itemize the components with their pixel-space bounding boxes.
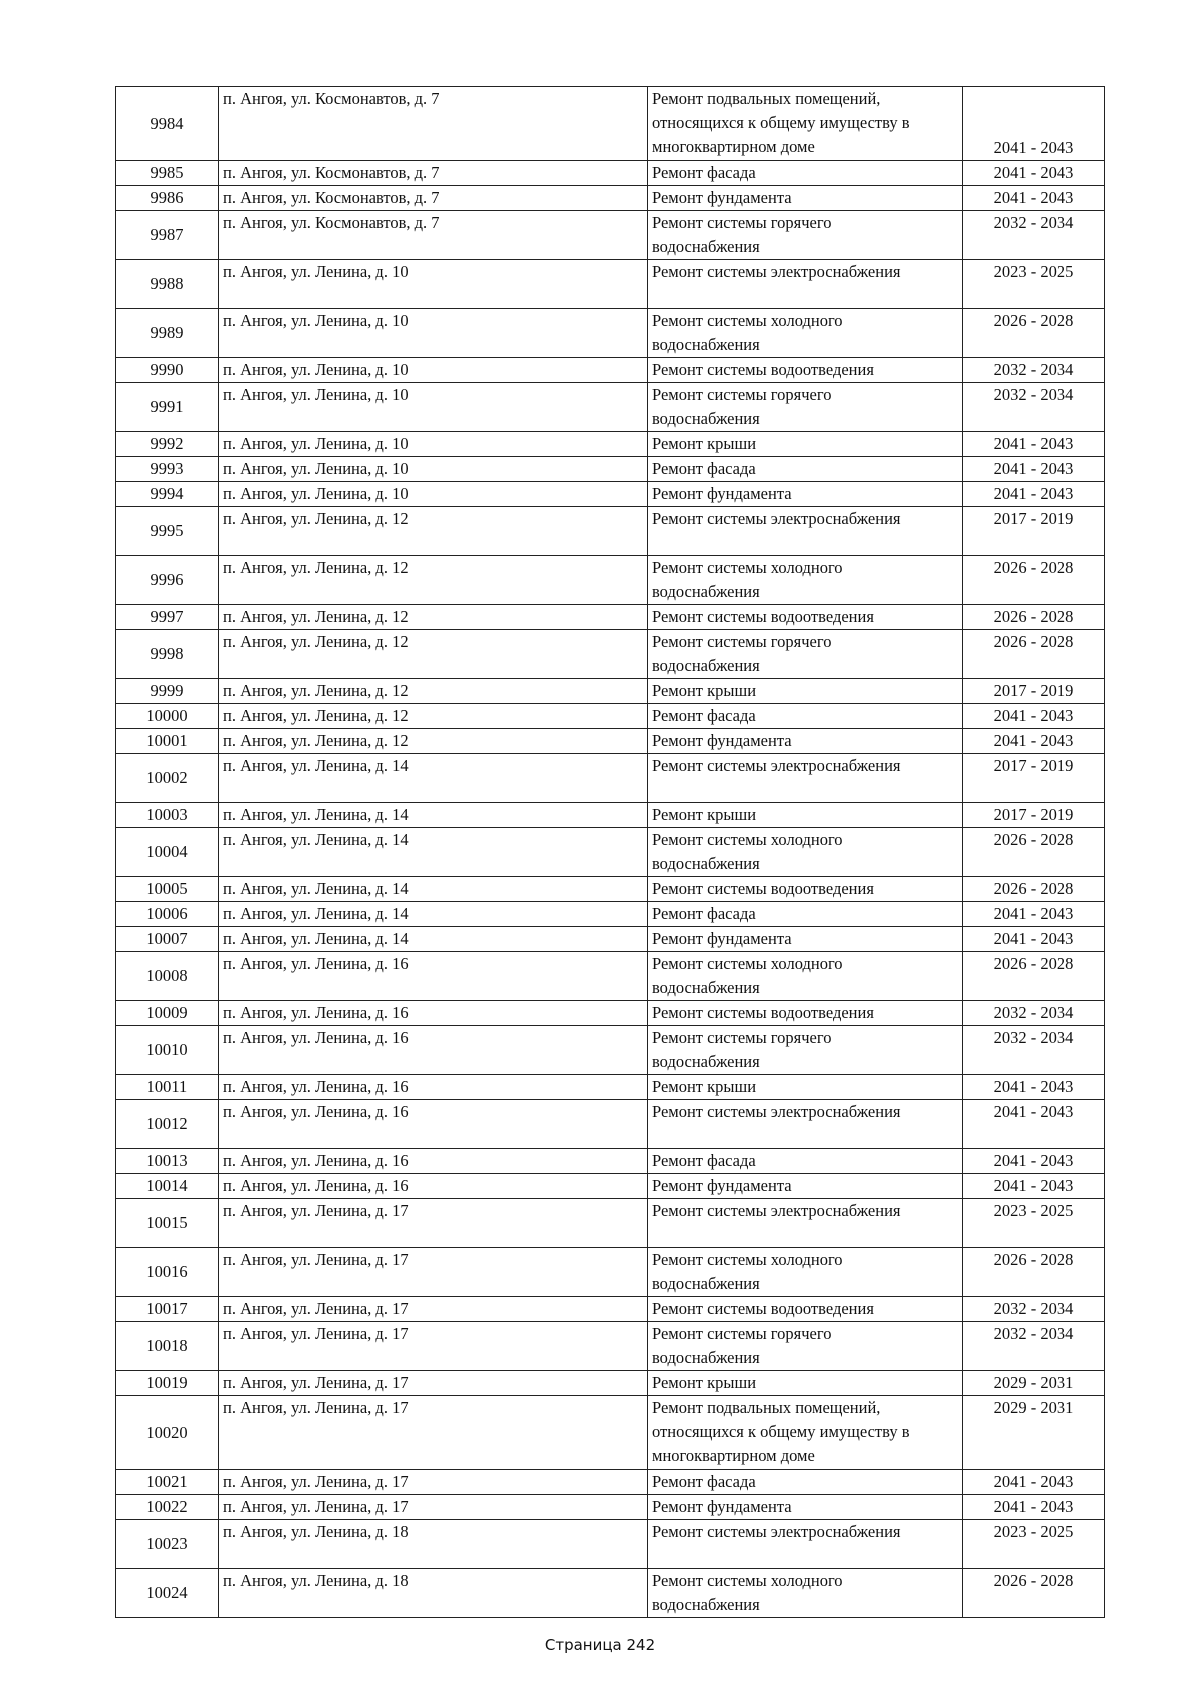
- work-type-line: водоснабжения: [652, 1595, 760, 1614]
- address-cell: п. Ангоя, ул. Ленина, д. 16: [219, 1001, 648, 1026]
- table-row: [116, 754, 1105, 803]
- work-type-line: Ремонт фундамента: [652, 1176, 792, 1195]
- work-type-line: водоснабжения: [652, 656, 760, 675]
- period-cell: 2041 - 2043: [963, 1149, 1105, 1174]
- work-type-line: Ремонт системы холодного: [652, 830, 843, 849]
- work-type-line: Ремонт фундамента: [652, 929, 792, 948]
- address-cell: п. Ангоя, ул. Ленина, д. 16: [219, 1100, 648, 1149]
- table-row: [116, 1322, 1105, 1371]
- work-type-line: многоквартирном доме: [652, 1446, 815, 1465]
- work-type-line: Ремонт системы холодного: [652, 954, 843, 973]
- work-type-cell: [648, 1248, 963, 1297]
- period-cell: 2029 - 2031: [963, 1396, 1105, 1470]
- work-type-line: Ремонт фундамента: [652, 484, 792, 503]
- table-row: [116, 877, 1105, 902]
- address-cell: п. Ангоя, ул. Ленина, д. 16: [219, 952, 648, 1001]
- table-row: [116, 630, 1105, 679]
- row-number: 10012: [116, 1100, 219, 1149]
- work-type-cell: [648, 309, 963, 358]
- row-number: 10015: [116, 1199, 219, 1248]
- work-type-cell: [648, 358, 963, 383]
- address-cell: п. Ангоя, ул. Ленина, д. 12: [219, 507, 648, 556]
- work-type-cell: [648, 927, 963, 952]
- work-type-line: Ремонт системы горячего: [652, 632, 832, 651]
- address-cell: п. Ангоя, ул. Ленина, д. 17: [219, 1322, 648, 1371]
- work-type-line: водоснабжения: [652, 237, 760, 256]
- table-row: [116, 507, 1105, 556]
- work-type-line: водоснабжения: [652, 1274, 760, 1293]
- row-number: 9994: [116, 482, 219, 507]
- work-type-line: Ремонт системы водоотведения: [652, 360, 874, 379]
- work-type-line: Ремонт фасада: [652, 163, 756, 182]
- row-number: 10009: [116, 1001, 219, 1026]
- period-cell: 2041 - 2043: [963, 1495, 1105, 1520]
- row-number: 9990: [116, 358, 219, 383]
- period-cell: 2026 - 2028: [963, 1248, 1105, 1297]
- work-type-cell: [648, 211, 963, 260]
- work-type-line: Ремонт системы холодного: [652, 558, 843, 577]
- table-row: [116, 704, 1105, 729]
- work-type-cell: [648, 1371, 963, 1396]
- work-type-line: Ремонт системы электроснабжения: [652, 756, 901, 775]
- address-cell: п. Ангоя, ул. Ленина, д. 17: [219, 1470, 648, 1495]
- work-type-line: Ремонт фасада: [652, 904, 756, 923]
- table-row: [116, 729, 1105, 754]
- address-cell: п. Ангоя, ул. Ленина, д. 16: [219, 1075, 648, 1100]
- work-type-line: Ремонт системы холодного: [652, 1250, 843, 1269]
- work-type-line: Ремонт подвальных помещений,: [652, 89, 881, 108]
- work-type-cell: [648, 1075, 963, 1100]
- row-number: 10019: [116, 1371, 219, 1396]
- table-row: [116, 358, 1105, 383]
- row-number: 9992: [116, 432, 219, 457]
- table-row: [116, 432, 1105, 457]
- period-cell: 2032 - 2034: [963, 383, 1105, 432]
- period-cell: 2041 - 2043: [963, 87, 1105, 161]
- address-cell: п. Ангоя, ул. Космонавтов, д. 7: [219, 211, 648, 260]
- period-cell: 2041 - 2043: [963, 186, 1105, 211]
- period-cell: 2041 - 2043: [963, 729, 1105, 754]
- row-number: 10016: [116, 1248, 219, 1297]
- address-cell: п. Ангоя, ул. Ленина, д. 14: [219, 754, 648, 803]
- table-row: [116, 828, 1105, 877]
- work-type-line: Ремонт крыши: [652, 1373, 757, 1392]
- row-number: 10017: [116, 1297, 219, 1322]
- period-cell: 2026 - 2028: [963, 309, 1105, 358]
- period-cell: 2041 - 2043: [963, 1100, 1105, 1149]
- period-cell: 2041 - 2043: [963, 1470, 1105, 1495]
- period-cell: 2017 - 2019: [963, 507, 1105, 556]
- row-number: 10011: [116, 1075, 219, 1100]
- row-number: 9999: [116, 679, 219, 704]
- work-type-cell: [648, 556, 963, 605]
- row-number: 9985: [116, 161, 219, 186]
- row-number: 9993: [116, 457, 219, 482]
- period-cell: 2041 - 2043: [963, 902, 1105, 927]
- work-type-line: водоснабжения: [652, 1348, 760, 1367]
- work-type-line: Ремонт системы холодного: [652, 311, 843, 330]
- period-cell: 2023 - 2025: [963, 1199, 1105, 1248]
- work-type-cell: [648, 630, 963, 679]
- work-type-cell: [648, 1199, 963, 1248]
- table-row: [116, 902, 1105, 927]
- address-cell: п. Ангоя, ул. Ленина, д. 16: [219, 1026, 648, 1075]
- period-cell: 2032 - 2034: [963, 211, 1105, 260]
- table-row: [116, 679, 1105, 704]
- period-cell: 2041 - 2043: [963, 704, 1105, 729]
- work-type-line: Ремонт крыши: [652, 805, 757, 824]
- table-row: [116, 457, 1105, 482]
- period-cell: 2041 - 2043: [963, 927, 1105, 952]
- address-cell: п. Ангоя, ул. Ленина, д. 17: [219, 1248, 648, 1297]
- period-cell: 2026 - 2028: [963, 952, 1105, 1001]
- row-number: 10005: [116, 877, 219, 902]
- table-row: [116, 260, 1105, 309]
- period-cell: 2041 - 2043: [963, 161, 1105, 186]
- work-type-line: Ремонт крыши: [652, 1077, 757, 1096]
- work-type-cell: [648, 877, 963, 902]
- period-cell: 2023 - 2025: [963, 1520, 1105, 1569]
- period-cell: 2023 - 2025: [963, 260, 1105, 309]
- work-type-line: Ремонт системы электроснабжения: [652, 1201, 901, 1220]
- row-number: 9986: [116, 186, 219, 211]
- period-cell: 2017 - 2019: [963, 679, 1105, 704]
- table-row: [116, 161, 1105, 186]
- work-type-line: водоснабжения: [652, 854, 760, 873]
- table-row: [116, 1149, 1105, 1174]
- work-type-line: Ремонт системы водоотведения: [652, 1003, 874, 1022]
- work-type-line: Ремонт системы электроснабжения: [652, 1102, 901, 1121]
- address-cell: п. Ангоя, ул. Ленина, д. 17: [219, 1396, 648, 1470]
- work-type-cell: [648, 679, 963, 704]
- row-number: 9987: [116, 211, 219, 260]
- work-type-cell: [648, 803, 963, 828]
- work-type-line: Ремонт системы холодного: [652, 1571, 843, 1590]
- table-row: [116, 1001, 1105, 1026]
- table-row: [116, 1495, 1105, 1520]
- table-row: [116, 1100, 1105, 1149]
- work-type-cell: [648, 1026, 963, 1075]
- table-row: [116, 87, 1105, 161]
- table-row: [116, 1075, 1105, 1100]
- address-cell: п. Ангоя, ул. Ленина, д. 12: [219, 630, 648, 679]
- address-cell: п. Ангоя, ул. Ленина, д. 18: [219, 1520, 648, 1569]
- period-cell: 2032 - 2034: [963, 1001, 1105, 1026]
- table-row: [116, 1569, 1105, 1618]
- row-number: 10004: [116, 828, 219, 877]
- work-type-line: водоснабжения: [652, 409, 760, 428]
- address-cell: п. Ангоя, ул. Ленина, д. 14: [219, 828, 648, 877]
- work-type-line: Ремонт фундамента: [652, 731, 792, 750]
- work-type-line: Ремонт фундамента: [652, 188, 792, 207]
- work-type-cell: [648, 383, 963, 432]
- address-cell: п. Ангоя, ул. Ленина, д. 14: [219, 902, 648, 927]
- period-cell: 2026 - 2028: [963, 828, 1105, 877]
- period-cell: 2026 - 2028: [963, 1569, 1105, 1618]
- row-number: 9989: [116, 309, 219, 358]
- work-type-cell: [648, 1569, 963, 1618]
- row-number: 9996: [116, 556, 219, 605]
- period-cell: 2026 - 2028: [963, 556, 1105, 605]
- table-row: [116, 309, 1105, 358]
- row-number: 10002: [116, 754, 219, 803]
- address-cell: п. Ангоя, ул. Ленина, д. 16: [219, 1174, 648, 1199]
- work-type-line: относящихся к общему имуществу в: [652, 1422, 910, 1441]
- table-row: [116, 1297, 1105, 1322]
- work-type-line: водоснабжения: [652, 978, 760, 997]
- row-number: 9991: [116, 383, 219, 432]
- row-number: 9988: [116, 260, 219, 309]
- address-cell: п. Ангоя, ул. Ленина, д. 18: [219, 1569, 648, 1618]
- work-type-cell: [648, 432, 963, 457]
- period-cell: 2041 - 2043: [963, 1174, 1105, 1199]
- work-type-line: Ремонт системы водоотведения: [652, 879, 874, 898]
- work-type-line: Ремонт системы горячего: [652, 213, 832, 232]
- work-type-cell: [648, 161, 963, 186]
- table-row: [116, 482, 1105, 507]
- work-type-cell: [648, 1149, 963, 1174]
- address-cell: п. Ангоя, ул. Ленина, д. 10: [219, 432, 648, 457]
- period-cell: 2017 - 2019: [963, 803, 1105, 828]
- work-type-line: многоквартирном доме: [652, 137, 815, 156]
- work-type-line: Ремонт системы горячего: [652, 1028, 832, 1047]
- table-row: [116, 1199, 1105, 1248]
- work-type-cell: [648, 952, 963, 1001]
- address-cell: п. Ангоя, ул. Ленина, д. 17: [219, 1297, 648, 1322]
- row-number: 10008: [116, 952, 219, 1001]
- table-row: [116, 952, 1105, 1001]
- address-cell: п. Ангоя, ул. Ленина, д. 14: [219, 927, 648, 952]
- address-cell: п. Ангоя, ул. Ленина, д. 12: [219, 704, 648, 729]
- work-type-cell: [648, 457, 963, 482]
- row-number: 10018: [116, 1322, 219, 1371]
- row-number: 10013: [116, 1149, 219, 1174]
- table-row: [116, 1174, 1105, 1199]
- address-cell: п. Ангоя, ул. Космонавтов, д. 7: [219, 161, 648, 186]
- period-cell: 2032 - 2034: [963, 358, 1105, 383]
- table-row: [116, 927, 1105, 952]
- period-cell: 2026 - 2028: [963, 877, 1105, 902]
- work-type-line: Ремонт фасада: [652, 706, 756, 725]
- work-type-line: Ремонт крыши: [652, 434, 757, 453]
- row-number: 10001: [116, 729, 219, 754]
- address-cell: п. Ангоя, ул. Ленина, д. 14: [219, 877, 648, 902]
- table-row: [116, 1371, 1105, 1396]
- address-cell: п. Ангоя, ул. Ленина, д. 12: [219, 605, 648, 630]
- row-number: 9997: [116, 605, 219, 630]
- page-number: Страница 242: [544, 1636, 656, 1654]
- work-type-line: Ремонт системы водоотведения: [652, 607, 874, 626]
- work-type-cell: [648, 1174, 963, 1199]
- row-number: 10010: [116, 1026, 219, 1075]
- work-type-cell: [648, 87, 963, 161]
- work-type-cell: [648, 260, 963, 309]
- work-type-cell: [648, 704, 963, 729]
- work-type-cell: [648, 902, 963, 927]
- row-number: 10007: [116, 927, 219, 952]
- table-row: [116, 605, 1105, 630]
- address-cell: п. Ангоя, ул. Ленина, д. 12: [219, 556, 648, 605]
- work-type-cell: [648, 507, 963, 556]
- period-cell: 2041 - 2043: [963, 457, 1105, 482]
- works-table: [115, 86, 1105, 1618]
- work-type-line: Ремонт фасада: [652, 1472, 756, 1491]
- row-number: 9995: [116, 507, 219, 556]
- address-cell: п. Ангоя, ул. Ленина, д. 16: [219, 1149, 648, 1174]
- work-type-line: Ремонт фундамента: [652, 1497, 792, 1516]
- address-cell: п. Ангоя, ул. Космонавтов, д. 7: [219, 87, 648, 161]
- work-type-line: Ремонт системы водоотведения: [652, 1299, 874, 1318]
- row-number: 10020: [116, 1396, 219, 1470]
- period-cell: 2032 - 2034: [963, 1026, 1105, 1075]
- period-cell: 2041 - 2043: [963, 482, 1105, 507]
- row-number: 10006: [116, 902, 219, 927]
- address-cell: п. Ангоя, ул. Ленина, д. 10: [219, 309, 648, 358]
- address-cell: п. Ангоя, ул. Ленина, д. 12: [219, 679, 648, 704]
- work-type-cell: [648, 828, 963, 877]
- address-cell: п. Ангоя, ул. Ленина, д. 14: [219, 803, 648, 828]
- work-type-line: Ремонт системы электроснабжения: [652, 1522, 901, 1541]
- work-type-line: водоснабжения: [652, 582, 760, 601]
- table-row: [116, 383, 1105, 432]
- period-cell: 2032 - 2034: [963, 1297, 1105, 1322]
- period-cell: 2026 - 2028: [963, 605, 1105, 630]
- work-type-line: Ремонт крыши: [652, 681, 757, 700]
- work-type-cell: [648, 1470, 963, 1495]
- work-type-cell: [648, 729, 963, 754]
- address-cell: п. Ангоя, ул. Ленина, д. 10: [219, 358, 648, 383]
- address-cell: п. Ангоя, ул. Ленина, д. 12: [219, 729, 648, 754]
- address-cell: п. Ангоя, ул. Ленина, д. 17: [219, 1371, 648, 1396]
- work-type-line: водоснабжения: [652, 335, 760, 354]
- table-row: [116, 1396, 1105, 1470]
- work-type-line: Ремонт фасада: [652, 459, 756, 478]
- work-type-cell: [648, 1322, 963, 1371]
- row-number: 10022: [116, 1495, 219, 1520]
- table-row: [116, 1520, 1105, 1569]
- address-cell: п. Ангоя, ул. Ленина, д. 10: [219, 260, 648, 309]
- address-cell: п. Ангоя, ул. Ленина, д. 10: [219, 383, 648, 432]
- work-type-cell: [648, 605, 963, 630]
- work-type-line: Ремонт системы горячего: [652, 385, 832, 404]
- work-type-cell: [648, 1495, 963, 1520]
- period-cell: 2029 - 2031: [963, 1371, 1105, 1396]
- row-number: 10024: [116, 1569, 219, 1618]
- row-number: 10014: [116, 1174, 219, 1199]
- table-row: [116, 1470, 1105, 1495]
- work-type-line: водоснабжения: [652, 1052, 760, 1071]
- row-number: 9998: [116, 630, 219, 679]
- address-cell: п. Ангоя, ул. Ленина, д. 10: [219, 457, 648, 482]
- work-type-line: Ремонт подвальных помещений,: [652, 1398, 881, 1417]
- work-type-line: Ремонт системы электроснабжения: [652, 262, 901, 281]
- period-cell: 2041 - 2043: [963, 432, 1105, 457]
- period-cell: 2041 - 2043: [963, 1075, 1105, 1100]
- table-row: [116, 211, 1105, 260]
- period-cell: 2032 - 2034: [963, 1322, 1105, 1371]
- work-type-cell: [648, 1520, 963, 1569]
- work-type-cell: [648, 1100, 963, 1149]
- work-type-cell: [648, 1297, 963, 1322]
- works-table-body: [116, 87, 1105, 1618]
- period-cell: 2017 - 2019: [963, 754, 1105, 803]
- work-type-cell: [648, 754, 963, 803]
- row-number: 10023: [116, 1520, 219, 1569]
- work-type-cell: [648, 1001, 963, 1026]
- work-type-cell: [648, 186, 963, 211]
- table-row: [116, 1248, 1105, 1297]
- row-number: 9984: [116, 87, 219, 161]
- table-row: [116, 1026, 1105, 1075]
- address-cell: п. Ангоя, ул. Ленина, д. 17: [219, 1495, 648, 1520]
- work-type-cell: [648, 482, 963, 507]
- address-cell: п. Ангоя, ул. Космонавтов, д. 7: [219, 186, 648, 211]
- address-cell: п. Ангоя, ул. Ленина, д. 10: [219, 482, 648, 507]
- period-cell: 2026 - 2028: [963, 630, 1105, 679]
- table-row: [116, 556, 1105, 605]
- table-row: [116, 186, 1105, 211]
- address-cell: п. Ангоя, ул. Ленина, д. 17: [219, 1199, 648, 1248]
- work-type-line: Ремонт фасада: [652, 1151, 756, 1170]
- work-type-cell: [648, 1396, 963, 1470]
- row-number: 10000: [116, 704, 219, 729]
- table-row: [116, 803, 1105, 828]
- work-type-line: Ремонт системы горячего: [652, 1324, 832, 1343]
- row-number: 10003: [116, 803, 219, 828]
- work-type-line: Ремонт системы электроснабжения: [652, 509, 901, 528]
- work-type-line: относящихся к общему имуществу в: [652, 113, 910, 132]
- row-number: 10021: [116, 1470, 219, 1495]
